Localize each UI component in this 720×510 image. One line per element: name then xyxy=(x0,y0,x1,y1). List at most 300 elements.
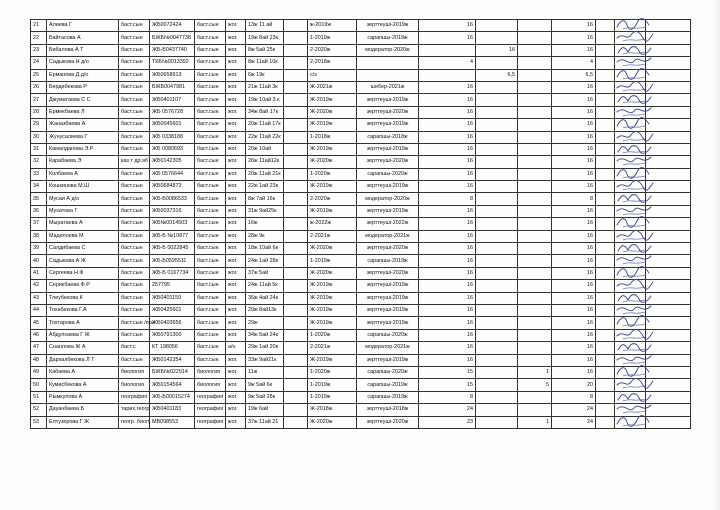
blank-cell xyxy=(284,181,308,193)
subject: баст.сын xyxy=(195,143,226,155)
work-experience: 36ж 4ай 24к xyxy=(246,292,284,304)
specialty: биология xyxy=(119,366,150,378)
diploma-number: ЖБ№0014503 xyxy=(150,218,195,230)
blank-cell xyxy=(596,106,615,118)
category-plan: сарапшы-2019ж xyxy=(357,255,419,267)
table-row xyxy=(31,218,691,230)
hours-value: 16 xyxy=(419,354,476,366)
specialty: баст.сын xyxy=(119,218,150,230)
table-row xyxy=(31,131,691,143)
education: жог. xyxy=(226,292,246,304)
category-plan: сарапшы-2020ж xyxy=(357,329,419,341)
category-year: Ж-2019ж xyxy=(308,181,357,193)
hours-value: 16 xyxy=(419,20,476,32)
work-experience: 29ж 1ай 20к xyxy=(246,342,284,354)
category-plan: зерттеуші-2019ж xyxy=(357,304,419,316)
category-year: 1-2018ж xyxy=(308,131,357,143)
specialty: баст.сын xyxy=(119,205,150,217)
blank-cell xyxy=(596,205,615,217)
hours-value-3 xyxy=(518,267,552,279)
hours-value: 16 xyxy=(419,329,476,341)
blank-cell xyxy=(596,292,615,304)
table-row xyxy=(31,329,691,341)
education: жог. xyxy=(226,81,246,93)
hours-value-3 xyxy=(518,69,552,81)
specialty: каз т др.әб xyxy=(119,156,150,168)
blank-cell xyxy=(596,119,615,131)
blank-cell xyxy=(596,81,615,93)
work-experience: 37ж 5ай xyxy=(246,267,284,279)
hours-value-3 xyxy=(518,94,552,106)
hours-value-2 xyxy=(476,20,518,32)
teacher-name: Сергеева Н.Ф xyxy=(47,267,119,279)
blank-cell xyxy=(284,230,308,242)
signature xyxy=(615,416,646,428)
category-plan: зерттеуші-2019ж xyxy=(357,280,419,292)
education: жог. xyxy=(226,205,246,217)
hours-total: 16 xyxy=(552,267,596,279)
row-number: 37 xyxy=(31,218,47,230)
blank-cell xyxy=(596,317,615,329)
subject: география xyxy=(195,391,226,403)
specialty: баст.сын xyxy=(119,354,150,366)
hours-value-2 xyxy=(476,255,518,267)
diploma-number: ЖБ 0338188 xyxy=(150,131,195,143)
hours-value-3 xyxy=(518,156,552,168)
hours-total: 8 xyxy=(552,193,596,205)
blank-cell xyxy=(596,379,615,391)
row-number: 26 xyxy=(31,81,47,93)
subject: баст.сын xyxy=(195,20,226,32)
table-row xyxy=(31,20,691,32)
blank-cell xyxy=(596,267,615,279)
table-row xyxy=(31,404,691,416)
teacher-name: Серикбаева Ф.Р xyxy=(47,280,119,292)
work-experience: 8ж 7ай 16к xyxy=(246,193,284,205)
category-plan: зерттеуші-2020ж xyxy=(357,243,419,255)
category-plan xyxy=(357,69,419,81)
category-year: 1-2019ж xyxy=(308,391,357,403)
subject: баст.сын xyxy=(195,255,226,267)
teacher-name: Мусаи А д/о xyxy=(47,193,119,205)
blank-cell xyxy=(596,354,615,366)
blank-cell xyxy=(284,69,308,81)
category-plan: зерттеуші-2018ж xyxy=(357,404,419,416)
table-row xyxy=(31,379,691,391)
work-experience: 29ж xyxy=(246,317,284,329)
blank-cell xyxy=(596,193,615,205)
category-year: ж-2022ж xyxy=(308,218,357,230)
category-year: ж-2019ж xyxy=(308,20,357,32)
teacher-name: Садыкова А Ж xyxy=(47,255,119,267)
blank-cell xyxy=(284,218,308,230)
table-row xyxy=(31,317,691,329)
work-experience: 21ж 11ай 3к xyxy=(246,81,284,93)
staff-table xyxy=(30,19,691,429)
diploma-number: ЖБ 0576728 xyxy=(150,106,195,118)
category-year: Ж-2019ж xyxy=(308,143,357,155)
category-year: Ж-2019ж xyxy=(308,94,357,106)
category-plan: модератор-2021ж xyxy=(357,342,419,354)
hours-value-3: 5 xyxy=(518,379,552,391)
row-number: 45 xyxy=(31,317,47,329)
teacher-name: Салдибаева С xyxy=(47,243,119,255)
diploma-number: ЖБ-Б 0167734 xyxy=(150,267,195,279)
diploma-number: КТ 198056 xyxy=(150,342,195,354)
hours-total: 16 xyxy=(552,20,596,32)
hours-value-2 xyxy=(476,168,518,180)
table-row xyxy=(31,81,691,93)
blank-cell xyxy=(284,131,308,143)
hours-value-2 xyxy=(476,329,518,341)
teacher-name: Дархалбекова Л Т xyxy=(47,354,119,366)
teacher-name: Байтасова А xyxy=(47,32,119,44)
hours-total: 16 xyxy=(552,280,596,292)
row-number: 35 xyxy=(31,193,47,205)
hours-value-3 xyxy=(518,391,552,403)
subject: баст.сын xyxy=(195,168,226,180)
hours-value-3 xyxy=(518,230,552,242)
row-number: 22 xyxy=(31,32,47,44)
blank-cell xyxy=(596,20,615,32)
blank-cell xyxy=(596,404,615,416)
hours-total: 8 xyxy=(552,391,596,403)
specialty: баст.сын xyxy=(119,280,150,292)
row-number: 33 xyxy=(31,168,47,180)
hours-total: 16 xyxy=(552,143,596,155)
specialty: баст.сын xyxy=(119,168,150,180)
teacher-name: Тохабекова Г.А xyxy=(47,304,119,316)
row-number: 51 xyxy=(31,391,47,403)
specialty: баст.сын xyxy=(119,255,150,267)
hours-value: 16 xyxy=(419,119,476,131)
hours-value-2 xyxy=(476,181,518,193)
education: жог. xyxy=(226,317,246,329)
row-number: 43 xyxy=(31,292,47,304)
diploma-number: ЖБ0154564 xyxy=(150,379,195,391)
subject: баст.сын xyxy=(195,81,226,93)
category-year: 2-2020ж xyxy=(308,44,357,56)
blank-cell xyxy=(596,280,615,292)
hours-value-2 xyxy=(476,354,518,366)
hours-total: 16 xyxy=(552,230,596,242)
hours-total: 16 xyxy=(552,44,596,56)
row-number: 46 xyxy=(31,329,47,341)
row-number: 48 xyxy=(31,354,47,366)
specialty: баст.сын xyxy=(119,44,150,56)
blank-cell xyxy=(596,329,615,341)
teacher-name: Елтузерова Г Ж xyxy=(47,416,119,428)
hours-value-3 xyxy=(518,404,552,416)
hours-value-3 xyxy=(518,342,552,354)
category-year: 2-2020ж xyxy=(308,193,357,205)
row-number: 38 xyxy=(31,230,47,242)
education: жог. xyxy=(226,44,246,56)
table-row xyxy=(31,94,691,106)
row-number: 50 xyxy=(31,379,47,391)
education: жог. xyxy=(226,416,246,428)
row-number: 29 xyxy=(31,119,47,131)
diploma-number: ЖБ0401107 xyxy=(150,94,195,106)
category-plan: зерттеуші-2019ж xyxy=(357,205,419,217)
blank-cell xyxy=(596,131,615,143)
hours-value: 16 xyxy=(419,143,476,155)
blank-cell xyxy=(284,379,308,391)
hours-value-2 xyxy=(476,280,518,292)
blank-cell xyxy=(284,304,308,316)
category-year: Ж-2020ж xyxy=(308,416,357,428)
category-plan: сарапшы-2020ж xyxy=(357,366,419,378)
education: а/о xyxy=(226,342,246,354)
work-experience: 24ж 11ай 5к xyxy=(246,280,284,292)
specialty: баст.сын xyxy=(119,81,150,93)
hours-value-2 xyxy=(476,317,518,329)
table-row xyxy=(31,292,691,304)
education: жог. xyxy=(226,57,246,69)
hours-total: 16 xyxy=(552,304,596,316)
education: жог. xyxy=(226,193,246,205)
blank-cell xyxy=(284,205,308,217)
subject: баст.сын xyxy=(195,304,226,316)
subject: география xyxy=(195,404,226,416)
row-number: 52 xyxy=(31,404,47,416)
blank-cell xyxy=(596,243,615,255)
subject: биология xyxy=(195,379,226,391)
education: жог. xyxy=(226,379,246,391)
specialty: баст.сын xyxy=(119,131,150,143)
specialty: баст.сын xyxy=(119,119,150,131)
blank-cell xyxy=(284,57,308,69)
hours-value-3 xyxy=(518,255,552,267)
category-year: 2-2021ж xyxy=(308,230,357,242)
teacher-name: Кумисбекова А xyxy=(47,379,119,391)
blank-cell xyxy=(284,243,308,255)
table-row xyxy=(31,280,691,292)
table-row xyxy=(31,354,691,366)
category-plan: сарапшы-2018ж xyxy=(357,131,419,143)
teacher-name: Алиева Г xyxy=(47,20,119,32)
hours-value: 24 xyxy=(419,404,476,416)
hours-value-3 xyxy=(518,119,552,131)
row-number: 42 xyxy=(31,280,47,292)
table-row xyxy=(31,391,691,403)
hours-value: 16 xyxy=(419,267,476,279)
education: жог. xyxy=(226,106,246,118)
hours-total: 16 xyxy=(552,119,596,131)
hours-value-2 xyxy=(476,230,518,242)
blank-cell xyxy=(596,44,615,56)
education: жог. xyxy=(226,119,246,131)
row-number: 49 xyxy=(31,366,47,378)
row-number: 44 xyxy=(31,304,47,316)
work-experience: 34ж 5ай 24к xyxy=(246,329,284,341)
table-row xyxy=(31,267,691,279)
hours-value-2 xyxy=(476,218,518,230)
blank-cell xyxy=(596,391,615,403)
hours-value: 8 xyxy=(419,193,476,205)
handwritten-signature xyxy=(615,414,655,430)
hours-value-3 xyxy=(518,81,552,93)
work-experience: 24ж 1ай 28к xyxy=(246,255,284,267)
table-row xyxy=(31,156,691,168)
education: жог. xyxy=(226,143,246,155)
category-year: 1-2019ж xyxy=(308,32,357,44)
subject: баст.сын xyxy=(195,32,226,44)
teacher-name: Рымкулова А xyxy=(47,391,119,403)
row-number: 30 xyxy=(31,131,47,143)
subject: баст.сын xyxy=(195,230,226,242)
table-row xyxy=(31,69,691,81)
hours-value: 15 xyxy=(419,366,476,378)
category-year: Ж-2019ж xyxy=(308,317,357,329)
subject: баст.сын xyxy=(195,69,226,81)
specialty: баст.сын xyxy=(119,243,150,255)
blank-cell xyxy=(284,354,308,366)
hours-value-2 xyxy=(476,404,518,416)
hours-value-3 xyxy=(518,304,552,316)
table-row xyxy=(31,416,691,428)
hours-value-3 xyxy=(518,329,552,341)
education: жог. xyxy=(226,94,246,106)
diploma-number: ЖБ0791300 xyxy=(150,329,195,341)
specialty: баст.сын xyxy=(119,181,150,193)
hours-total: 16 xyxy=(552,354,596,366)
category-year: Ж-2019ж xyxy=(308,304,357,316)
hours-value-3 xyxy=(518,168,552,180)
subject: баст.сын xyxy=(195,131,226,143)
work-experience: 8ж 11ай 10к xyxy=(246,57,284,69)
hours-value: 16 xyxy=(419,218,476,230)
row-number: 32 xyxy=(31,156,47,168)
specialty: баст.сын xyxy=(119,143,150,155)
subject: баст.сын xyxy=(195,243,226,255)
hours-value-2 xyxy=(476,94,518,106)
category-plan: модератор-2021ж xyxy=(357,230,419,242)
category-year: Ж-2019ж xyxy=(308,292,357,304)
education: жог. xyxy=(226,230,246,242)
teacher-name: Тохтарова А xyxy=(47,317,119,329)
row-number: 25 xyxy=(31,69,47,81)
category-plan: зерттеуші-2020ж xyxy=(357,267,419,279)
blank-cell xyxy=(284,342,308,354)
hours-value-3 xyxy=(518,143,552,155)
diploma-number: ЖБ-Б 0022845 xyxy=(150,243,195,255)
work-experience: 9ж 5ай 28к xyxy=(246,391,284,403)
blank-cell xyxy=(284,317,308,329)
blank-cell xyxy=(284,193,308,205)
hours-total: 16 xyxy=(552,168,596,180)
hours-value-3 xyxy=(518,106,552,118)
category-plan: зерттеуші-2019ж xyxy=(357,292,419,304)
hours-total: 16 xyxy=(552,255,596,267)
category-plan: шебер-2021ж xyxy=(357,81,419,93)
education: жог. xyxy=(226,218,246,230)
hours-value: 16 xyxy=(419,280,476,292)
teacher-name: Кабаева А xyxy=(47,366,119,378)
hours-total: 16 xyxy=(552,32,596,44)
category-year: 2-2018ж xyxy=(308,57,357,69)
table-row xyxy=(31,193,691,205)
row-number: 23 xyxy=(31,44,47,56)
teacher-name: Джуматаева С С xyxy=(47,94,119,106)
hours-value: 16 xyxy=(419,94,476,106)
row-number: 47 xyxy=(31,342,47,354)
subject: баст.сын xyxy=(195,354,226,366)
hours-total: 16 xyxy=(552,131,596,143)
work-experience: 19ж 8ай 23к xyxy=(246,32,284,44)
hours-total: 16 xyxy=(552,243,596,255)
hours-total: 16 xyxy=(552,317,596,329)
hours-value-3 xyxy=(518,292,552,304)
table-row xyxy=(31,106,691,118)
specialty: тарих,геогр xyxy=(119,404,150,416)
teacher-name: Ермекбаева Л xyxy=(47,106,119,118)
table-row xyxy=(31,230,691,242)
specialty: баст.сын xyxy=(119,20,150,32)
subject: баст.сын xyxy=(195,94,226,106)
blank-cell xyxy=(596,143,615,155)
blank-cell xyxy=(596,342,615,354)
work-experience: 31ж 9ай25к xyxy=(246,205,284,217)
specialty: геогр. биол xyxy=(119,416,150,428)
hours-value-3 xyxy=(518,205,552,217)
diploma-number: ЖБ 0576644 xyxy=(150,168,195,180)
teacher-name: Карабаева Э xyxy=(47,156,119,168)
row-number: 27 xyxy=(31,94,47,106)
diploma-number: ЖБ-Б0437740 xyxy=(150,44,195,56)
subject: баст.сын xyxy=(195,57,226,69)
education: жог. xyxy=(226,280,246,292)
row-number: 24 xyxy=(31,57,47,69)
education: жог. xyxy=(226,243,246,255)
teacher-name: Бердибекова Р xyxy=(47,81,119,93)
subject: баст.сын xyxy=(195,156,226,168)
hours-value-2 xyxy=(476,391,518,403)
diploma-number: 257795 xyxy=(150,280,195,292)
blank-cell xyxy=(596,69,615,81)
blank-cell xyxy=(284,143,308,155)
hours-value: 16 xyxy=(419,131,476,143)
diploma-number: ЖБ-Б00015274 xyxy=(150,391,195,403)
blank-cell xyxy=(284,255,308,267)
blank-cell xyxy=(596,156,615,168)
category-plan: зерттеуші-2019ж xyxy=(357,181,419,193)
teacher-name: Мухатова Г xyxy=(47,205,119,217)
education: жог. xyxy=(226,156,246,168)
table-row xyxy=(31,143,691,155)
hours-value: 16 xyxy=(419,317,476,329)
hours-value: 16 xyxy=(419,255,476,267)
work-experience: 11ж xyxy=(246,366,284,378)
hours-value: 16 xyxy=(419,230,476,242)
hours-value-3 xyxy=(518,243,552,255)
diploma-number: ЖБ0425601 xyxy=(150,304,195,316)
category-plan: зерттеуші-2020ж xyxy=(357,156,419,168)
hours-value-3 xyxy=(518,32,552,44)
education: жог. xyxy=(226,329,246,341)
blank-cell xyxy=(284,391,308,403)
hours-value-3 xyxy=(518,131,552,143)
hours-value-3 xyxy=(518,193,552,205)
education: жог. xyxy=(226,391,246,403)
work-experience: 19ж 6ай xyxy=(246,404,284,416)
subject: баст.сын xyxy=(195,342,226,354)
education: жог. xyxy=(226,404,246,416)
teacher-name: Жаназбаева А xyxy=(47,119,119,131)
blank-cell xyxy=(596,218,615,230)
table-row xyxy=(31,168,691,180)
category-plan: зерттеуші-2019ж xyxy=(357,94,419,106)
